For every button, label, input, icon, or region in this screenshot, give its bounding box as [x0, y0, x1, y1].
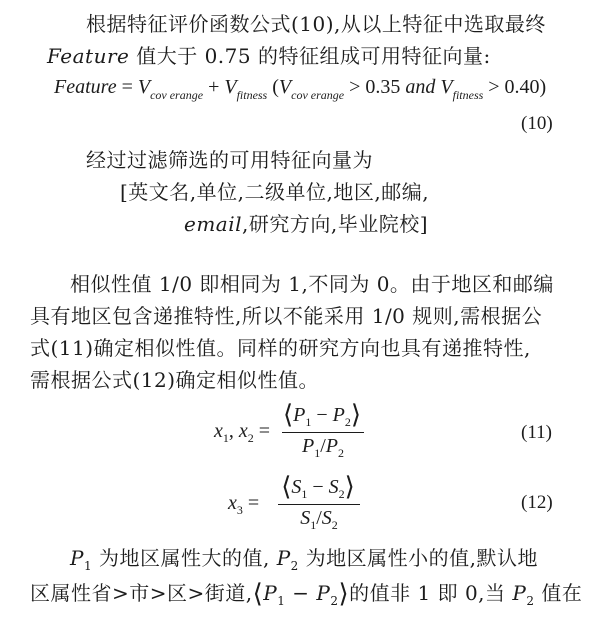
eq10-paren-open: (	[267, 76, 279, 98]
p4-l2-text-b: 的值非 1 即 0,当	[349, 581, 513, 605]
eq10-v-fit-2: V	[440, 76, 453, 98]
p4-l2-text-a: 区属性省>市>区>街道,	[30, 581, 253, 605]
eq10-v-cov: V	[137, 76, 151, 98]
para1-line1: 根据特征评价函数公式(10),从以上特征中选取最终	[86, 12, 546, 36]
eq12-minus: −	[307, 476, 329, 498]
p4-p1: P	[70, 546, 84, 570]
eq10-v-fit: V	[224, 76, 237, 98]
eq11-number: (11)	[521, 422, 552, 443]
p4-l2-p2-sub: 2	[330, 594, 339, 608]
eq10-v-cov-2: V	[278, 76, 292, 98]
eq11-x1: x	[214, 420, 223, 442]
p4-l2-text-c: 值在	[534, 581, 583, 605]
p4-p1-sub: 1	[83, 559, 93, 573]
para4-line1	[70, 544, 538, 575]
eq11-p2: P	[332, 404, 345, 426]
p4-p2: P	[276, 546, 291, 570]
p4-l2-p3: P	[512, 581, 527, 605]
eq12-equals: =	[242, 492, 260, 514]
eq11-left-angle: ⟨	[282, 400, 294, 430]
eq12-denominator	[278, 507, 360, 530]
eq12-x3: x	[228, 492, 237, 514]
para3-line2: 具有地区包含递推特性,所以不能采用 1/0 规则,需根据公	[30, 304, 543, 328]
eq12-den-s2-sub: 2	[331, 518, 338, 532]
eq12-number: (12)	[521, 492, 553, 513]
para4-line2	[30, 578, 582, 610]
p4-right-angle: ⟩	[338, 579, 350, 609]
eq10-number: (10)	[521, 113, 553, 134]
eq12-lhs	[228, 492, 259, 515]
p4-l2-p1: P	[263, 581, 278, 605]
email-term: email	[184, 212, 243, 236]
eq11-x2: x	[238, 420, 248, 442]
p4-l2-minus: −	[285, 581, 317, 605]
eq12-s2-sub: 2	[338, 487, 345, 501]
eq11-den-p2-sub: 2	[338, 446, 344, 460]
eq11-den-p1-sub: 1	[314, 446, 321, 460]
eq10-plus: +	[203, 76, 225, 98]
p4-l2-p2: P	[316, 581, 331, 605]
eq10-sub-fitness-2: fitness	[452, 88, 484, 102]
eq11-numerator	[282, 398, 362, 428]
p4-l2-p3-sub: 2	[526, 594, 535, 608]
eq10-cond2: > 0.40)	[483, 76, 547, 98]
eq12-s1-sub: 1	[301, 487, 308, 501]
eq11-right-angle: ⟩	[350, 400, 362, 430]
eq11-x1-sub: 1	[222, 431, 229, 445]
feature-vector-line1: [英文名,单位,二级单位,地区,邮编,	[120, 180, 430, 204]
eq12-x3-sub: 3	[236, 503, 243, 517]
eq12-left-angle: ⟨	[281, 472, 292, 502]
eq11-comma: ,	[228, 420, 239, 442]
eq10-cond1: > 0.35	[344, 76, 406, 98]
eq10-sub-fitness: fitness	[236, 88, 268, 102]
para3-line4: 需根据公式(12)确定相似性值。	[30, 368, 320, 392]
eq12-den-s1: S	[300, 507, 311, 529]
eq10-lhs: Feature	[54, 76, 117, 98]
eq11-den-p2: P	[325, 435, 338, 457]
eq11-fraction-bar	[282, 432, 364, 433]
p4-l1-text-a: 为地区属性大的值,	[92, 546, 277, 570]
eq12-den-s1-sub: 1	[310, 518, 317, 532]
para1-line2-text: 值大于 0.75 的特征组成可用特征向量:	[129, 44, 491, 68]
eq12-fraction-bar	[278, 504, 360, 505]
eq10-sub-coverange: cov erange	[150, 88, 204, 102]
eq10-and: and	[405, 76, 436, 98]
eq11-p2-sub: 2	[344, 415, 351, 429]
eq11-slash: /	[320, 435, 326, 457]
eq11-x2-sub: 2	[247, 431, 254, 445]
eq11-denominator	[282, 435, 364, 458]
para3-line1: 相似性值 1/0 即相同为 1,不同为 0。由于地区和邮编	[70, 272, 554, 296]
eq11-p1: P	[293, 404, 306, 426]
para1-line2	[47, 42, 491, 70]
feature-vector-line2	[184, 210, 428, 238]
eq11-den-p1: P	[302, 435, 315, 457]
para3-line3: 式(11)确定相似性值。同样的研究方向也具有递推特性,	[30, 336, 531, 360]
eq12-numerator	[278, 470, 358, 500]
p4-left-angle: ⟨	[252, 579, 264, 609]
eq12-s2: S	[328, 476, 339, 498]
feature-term: Feature	[47, 44, 130, 68]
p4-l1-text-b: 为地区属性小的值,默认地	[298, 546, 539, 570]
equation-10	[54, 76, 547, 102]
eq11-equals: =	[253, 420, 271, 442]
eq12-slash: /	[316, 507, 322, 529]
eq10-equals: =	[116, 76, 138, 98]
eq12-s1: S	[291, 476, 302, 498]
p4-l2-p1-sub: 1	[277, 594, 286, 608]
eq12-den-s2: S	[321, 507, 332, 529]
eq11-p1-sub: 1	[305, 415, 312, 429]
eq10-sub-coverange-2: cov erange	[291, 88, 345, 102]
p4-p2-sub: 2	[290, 559, 299, 573]
eq11-minus: −	[311, 404, 333, 426]
eq12-right-angle: ⟩	[344, 472, 355, 502]
para2-intro: 经过过滤筛选的可用特征向量为	[86, 148, 373, 172]
feature-vector-line2-text: ,研究方向,毕业院校]	[242, 212, 429, 236]
eq11-lhs	[214, 420, 270, 443]
